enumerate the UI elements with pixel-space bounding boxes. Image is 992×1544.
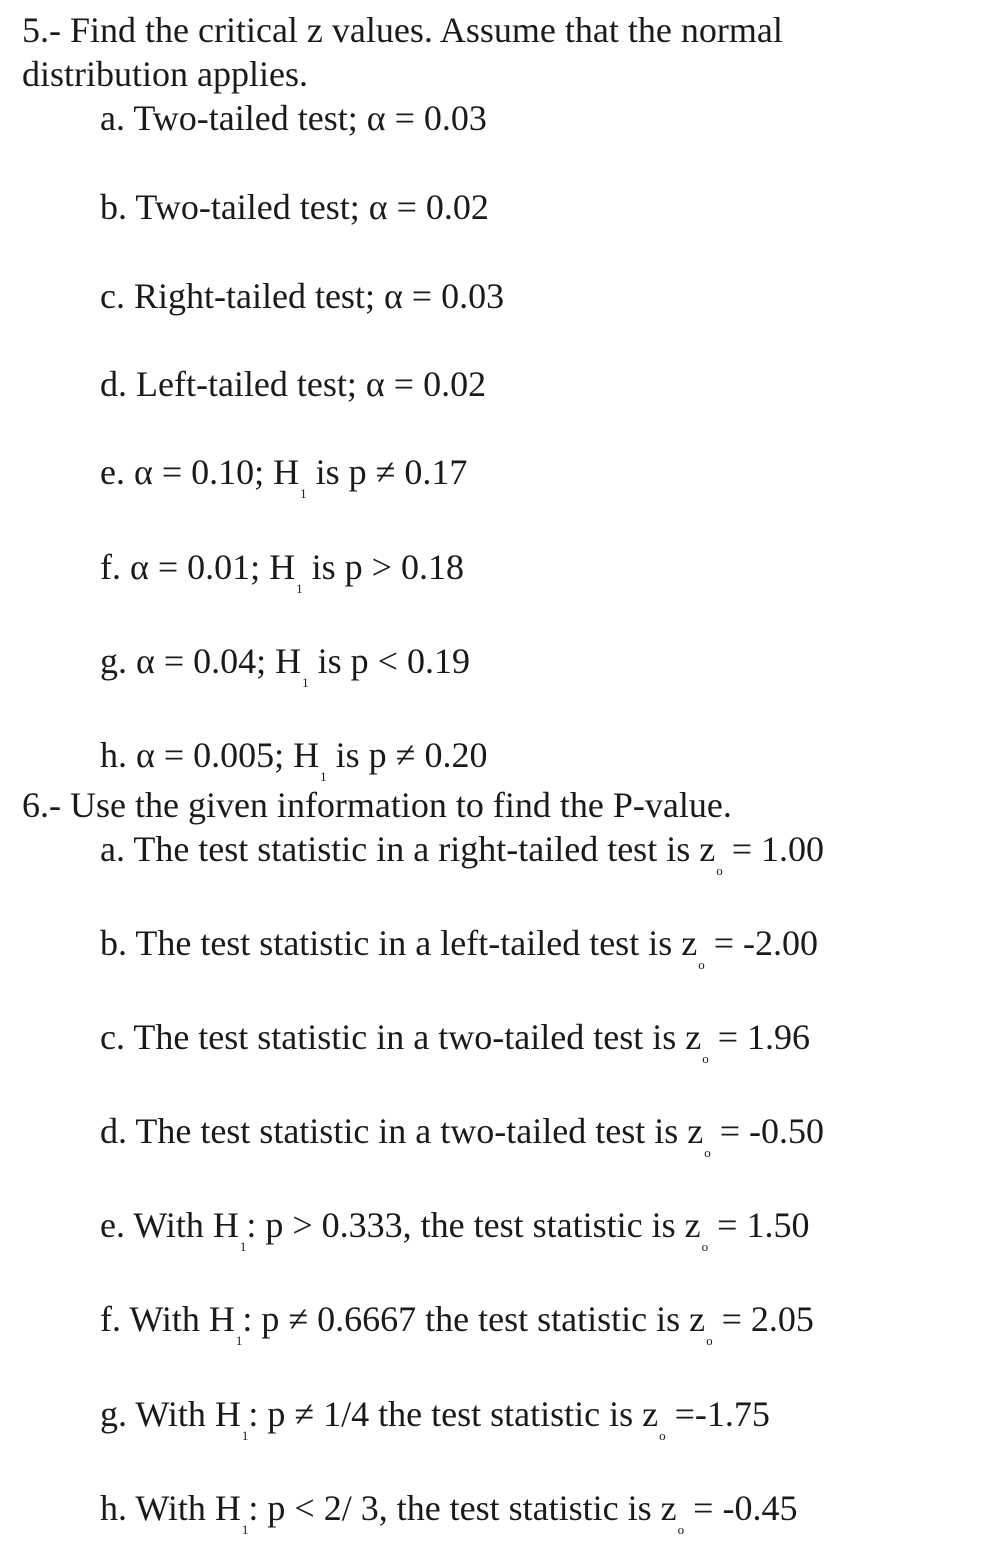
q5-item-e-post: is p ≠ 0.17 — [306, 452, 468, 492]
q6-item-g-sub2: o — [659, 1428, 666, 1443]
q6-item-d-pre: d. The test statistic in a two-tailed test is z — [100, 1111, 704, 1151]
q6-item-b-post: = -2.00 — [704, 923, 818, 963]
q6-item-b — [100, 923, 818, 972]
q6-item-e-sub2: o — [701, 1239, 709, 1254]
q6-item-f-post: = 2.05 — [712, 1299, 814, 1339]
q5-item-h — [100, 735, 488, 784]
q6-item-a-post: = 1.00 — [722, 829, 824, 869]
q5-item-f-sub: 1 — [296, 581, 303, 596]
q6-item-f-mid: : p ≠ 0.6667 the test statistic is z — [242, 1299, 706, 1339]
q5-item-h-pre: h. α = 0.005; H — [100, 735, 320, 775]
q6-item-e-sub: 1 — [239, 1239, 247, 1254]
q6-item-e-pre: e. With H — [100, 1205, 239, 1245]
q5-item-b: b. Two-tailed test; α = 0.02 — [100, 187, 489, 227]
q6-item-e-post: = 1.50 — [708, 1205, 810, 1245]
q5-item-c: c. Right-tailed test; α = 0.03 — [100, 276, 505, 316]
q6-item-h — [100, 1488, 798, 1537]
q5-heading-line1: 5.- Find the critical z values. Assume that the normal — [22, 10, 783, 50]
q6-item-c-post: = 1.96 — [708, 1017, 811, 1057]
q6-item-a-pre: a. The test statistic in a right-tailed test is z — [100, 829, 716, 869]
q6-item-d — [100, 1111, 825, 1160]
q6-item-h-sub: 1 — [241, 1522, 249, 1537]
q6-item-g-sub: 1 — [241, 1428, 249, 1443]
q5-item-d: d. Left-tailed test; α = 0.02 — [100, 364, 487, 404]
q6-item-h-pre: h. With H — [100, 1488, 241, 1528]
q5-item-f-pre: f. α = 0.01; H — [100, 547, 296, 587]
q5-item-f — [100, 547, 464, 596]
q6-item-c — [100, 1017, 811, 1066]
q6-item-g-post: =-1.75 — [665, 1394, 770, 1434]
q5-item-g-sub: 1 — [302, 675, 309, 690]
q6-item-f — [100, 1299, 814, 1348]
q5-item-e-pre: e. α = 0.10; H — [100, 452, 300, 492]
q6-item-h-sub2: o — [677, 1522, 685, 1537]
q6-item-d-post: = -0.50 — [710, 1111, 825, 1151]
q6-item-f-sub2: o — [706, 1333, 713, 1348]
q5-item-f-post: is p > 0.18 — [302, 547, 464, 587]
q5-item-g-post: is p < 0.19 — [308, 641, 470, 681]
q6-item-a — [100, 829, 824, 878]
q6-item-c-sub: o — [702, 1051, 709, 1066]
q5-item-e — [100, 452, 468, 501]
q5-item-g-pre: g. α = 0.04; H — [100, 641, 302, 681]
q6-item-e — [100, 1205, 810, 1254]
q6-item-b-sub: o — [698, 957, 705, 972]
q5-item-g — [100, 641, 470, 690]
q6-item-g-mid: : p ≠ 1/4 the test statistic is z — [248, 1394, 659, 1434]
q6-item-h-post: = -0.45 — [684, 1488, 798, 1528]
q5-item-e-sub: 1 — [300, 486, 307, 501]
q6-item-h-mid: : p < 2/ 3, the test statistic is z — [248, 1488, 677, 1528]
q5-heading-line2: distribution applies. — [22, 54, 308, 94]
q6-item-g — [100, 1394, 770, 1443]
q6-item-f-sub: 1 — [235, 1333, 243, 1348]
q6-item-f-pre: f. With H — [100, 1299, 235, 1339]
q6-item-c-pre: c. The test statistic in a two-tailed test is z — [100, 1017, 702, 1057]
q6-item-a-sub: o — [716, 863, 723, 878]
q6-item-d-sub: o — [704, 1145, 711, 1160]
q5-item-a: a. Two-tailed test; α = 0.03 — [100, 98, 487, 138]
q5-item-h-sub: 1 — [320, 769, 327, 784]
q6-item-g-pre: g. With H — [100, 1394, 241, 1434]
q6-item-e-mid: : p > 0.333, the test statistic is z — [246, 1205, 701, 1245]
q6-item-b-pre: b. The test statistic in a left-tailed test is z — [100, 923, 698, 963]
q6-heading: 6.- Use the given information to find the P-value. — [22, 785, 732, 825]
q5-item-h-post: is p ≠ 0.20 — [326, 735, 488, 775]
